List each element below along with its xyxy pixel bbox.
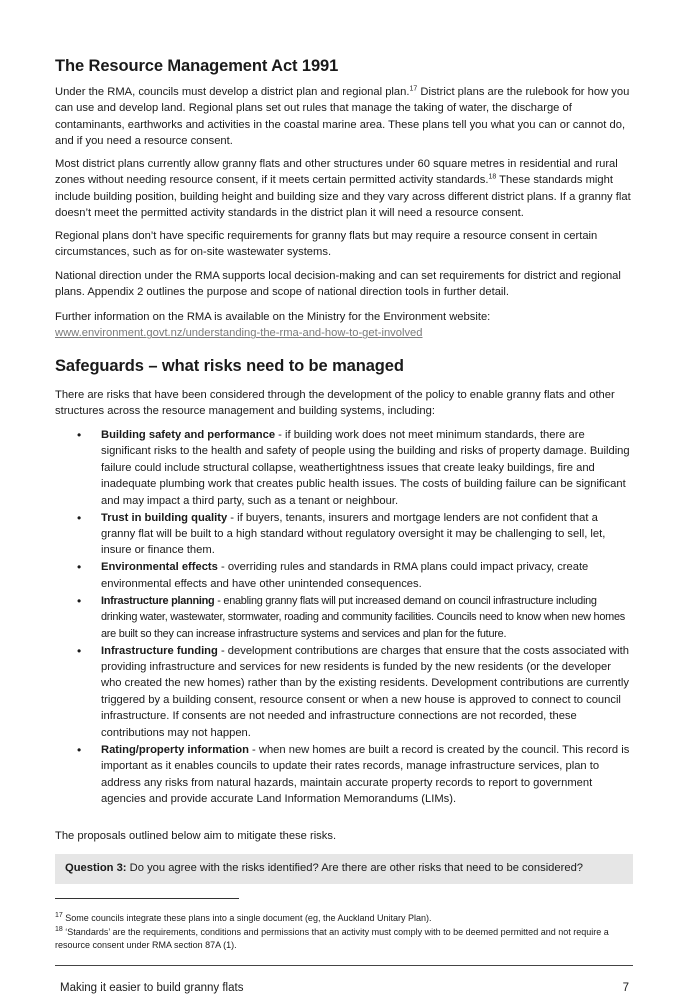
bullet-icon: • — [77, 593, 81, 608]
paragraph-further-info: Further information on the RMA is available on the Ministry for the Environment website: www.environment.govt.nz/understanding-the-rma-and-how-to-get-involved — [55, 311, 491, 340]
risk-list — [55, 427, 633, 808]
footnote-18: $^{18}$ ‘Standards’ are the requirements, conditions and permissions that an activity must comply with to be deemed permitted and not require a resource consent under RMA section 87A (1). — [55, 925, 609, 950]
bullet-icon: • — [77, 560, 82, 575]
list-item: • Building safety and performance - if building work does not meet minimum standards, there are significant risks to the health and safety of people using the building and risks of property damage. Building failure could include structural collapse, weathertightness issues that create leaky buildings, fire and inadequate plumbing work that creates public health issues. The costs of building failure can be significant and may impact a third party, such as a tenant or neighbour. — [77, 428, 630, 507]
footnotes — [55, 912, 633, 953]
footer-divider — [55, 965, 633, 966]
paragraph-national-direction: National direction under the RMA supports local decision-making and can set requirements for district and regional plans. Appendix 2 outlines the purpose and scope of national direction tools in further detail. — [55, 270, 621, 299]
paragraph-rma-plans: Under the RMA, councils must develop a district plan and regional plan.$^{17}$ District plans are the rulebook for how you can use and develop land. Regional plans set out rules that manage the taking of water, the discharge of contaminants, earthworks and activities in the coastal marine area. These plans tell you what you can or cannot do, and if you need a resource consent. — [55, 85, 630, 148]
list-item: • Infrastructure planning - enabling granny flats will put increased demand on council infrastructure including drinking water, wastewater, stormwater, roading and community facilities. Councils need to know when new homes are built so they can increase infrastructure systems and services and plan for the future. — [77, 593, 625, 640]
list-item: • Environmental effects - overriding rules and standards in RMA plans could impact privacy, create environmental effects and have other unintended consequences. — [77, 560, 589, 590]
paragraph-district-plans: Most district plans currently allow granny flats and other structures under 60 square metres in residential and rural zones without needing resource consent, if it meets certain permitted activity standards.$^{18}$ These standards might include building position, building height and building size and they vary across different district plans. If a granny flat doesn’t meet the permitted activity standards in the district plan it will need a resource consent. — [55, 158, 631, 220]
paragraph-regional-plans: Regional plans don’t have specific requirements for granny flats but may require a resource consent in certain circumstances, such as for on-site wastewater systems. — [55, 230, 598, 259]
section-heading-safeguards: Safeguards – what risks need to be managed — [55, 357, 404, 375]
bullet-icon: • — [77, 643, 82, 658]
paragraph-risks-intro: There are risks that have been considered through the development of the policy to enable granny flats and other structures across the resource management and building systems, including: — [55, 389, 615, 418]
footnote-ref-17[interactable]: 17 — [409, 85, 418, 93]
bullet-icon: • — [77, 428, 82, 442]
question-box — [55, 854, 633, 884]
question-text: Do you agree with the risks identified? Are there are other risks that need to be considered? — [126, 862, 584, 874]
section-heading-rma: The Resource Management Act 1991 — [55, 57, 339, 75]
list-item: • Rating/property information - when new homes are built a record is created by the council. This record is important as it enables councils to update their rates records, manage infrastructure services, plan to address any risks from natural hazards, maintain accurate property records to report to government agencies and provide accurate Land Information Memorandums (LIMs). — [77, 742, 630, 805]
list-item: • Infrastructure funding - development contributions are charges that ensure that the costs associated with providing infrastructure and services for new residents is funded by the new residents (or the developer who created the new homes) rather than by the existing residents. Development contributions are currently triggered by a building consent, resource consent or when a new house is approved to connect to council infrastructure. If consents are not needed and infrastructure connections are not recorded, these contributions may not happen. — [77, 643, 629, 739]
list-item: • Trust in building quality - if buyers, tenants, insurers and mortgage lenders are not confident that a granny flat will be built to a high standard without regulatory oversight it may be challenging to sell, let, insure or finance them. — [77, 510, 606, 557]
footnote-17: $^{17}$ Some councils integrate these plans into a single document (eg, the Auckland Unitary Plan). — [55, 912, 432, 923]
paragraph-closing: The proposals outlined below aim to mitigate these risks. — [55, 830, 337, 842]
mfe-website-link[interactable]: www.environment.govt.nz/understanding-the-rma-and-how-to-get-involved — [55, 327, 423, 340]
page-number: 7 — [622, 982, 629, 994]
bullet-icon: • — [77, 510, 82, 525]
question-label: Question 3: — [65, 862, 127, 874]
footer-title: Making it easier to build granny flats — [60, 982, 244, 994]
footnote-divider — [55, 898, 239, 899]
bullet-icon: • — [77, 742, 82, 757]
footnote-ref-18[interactable]: 18 — [488, 173, 497, 181]
